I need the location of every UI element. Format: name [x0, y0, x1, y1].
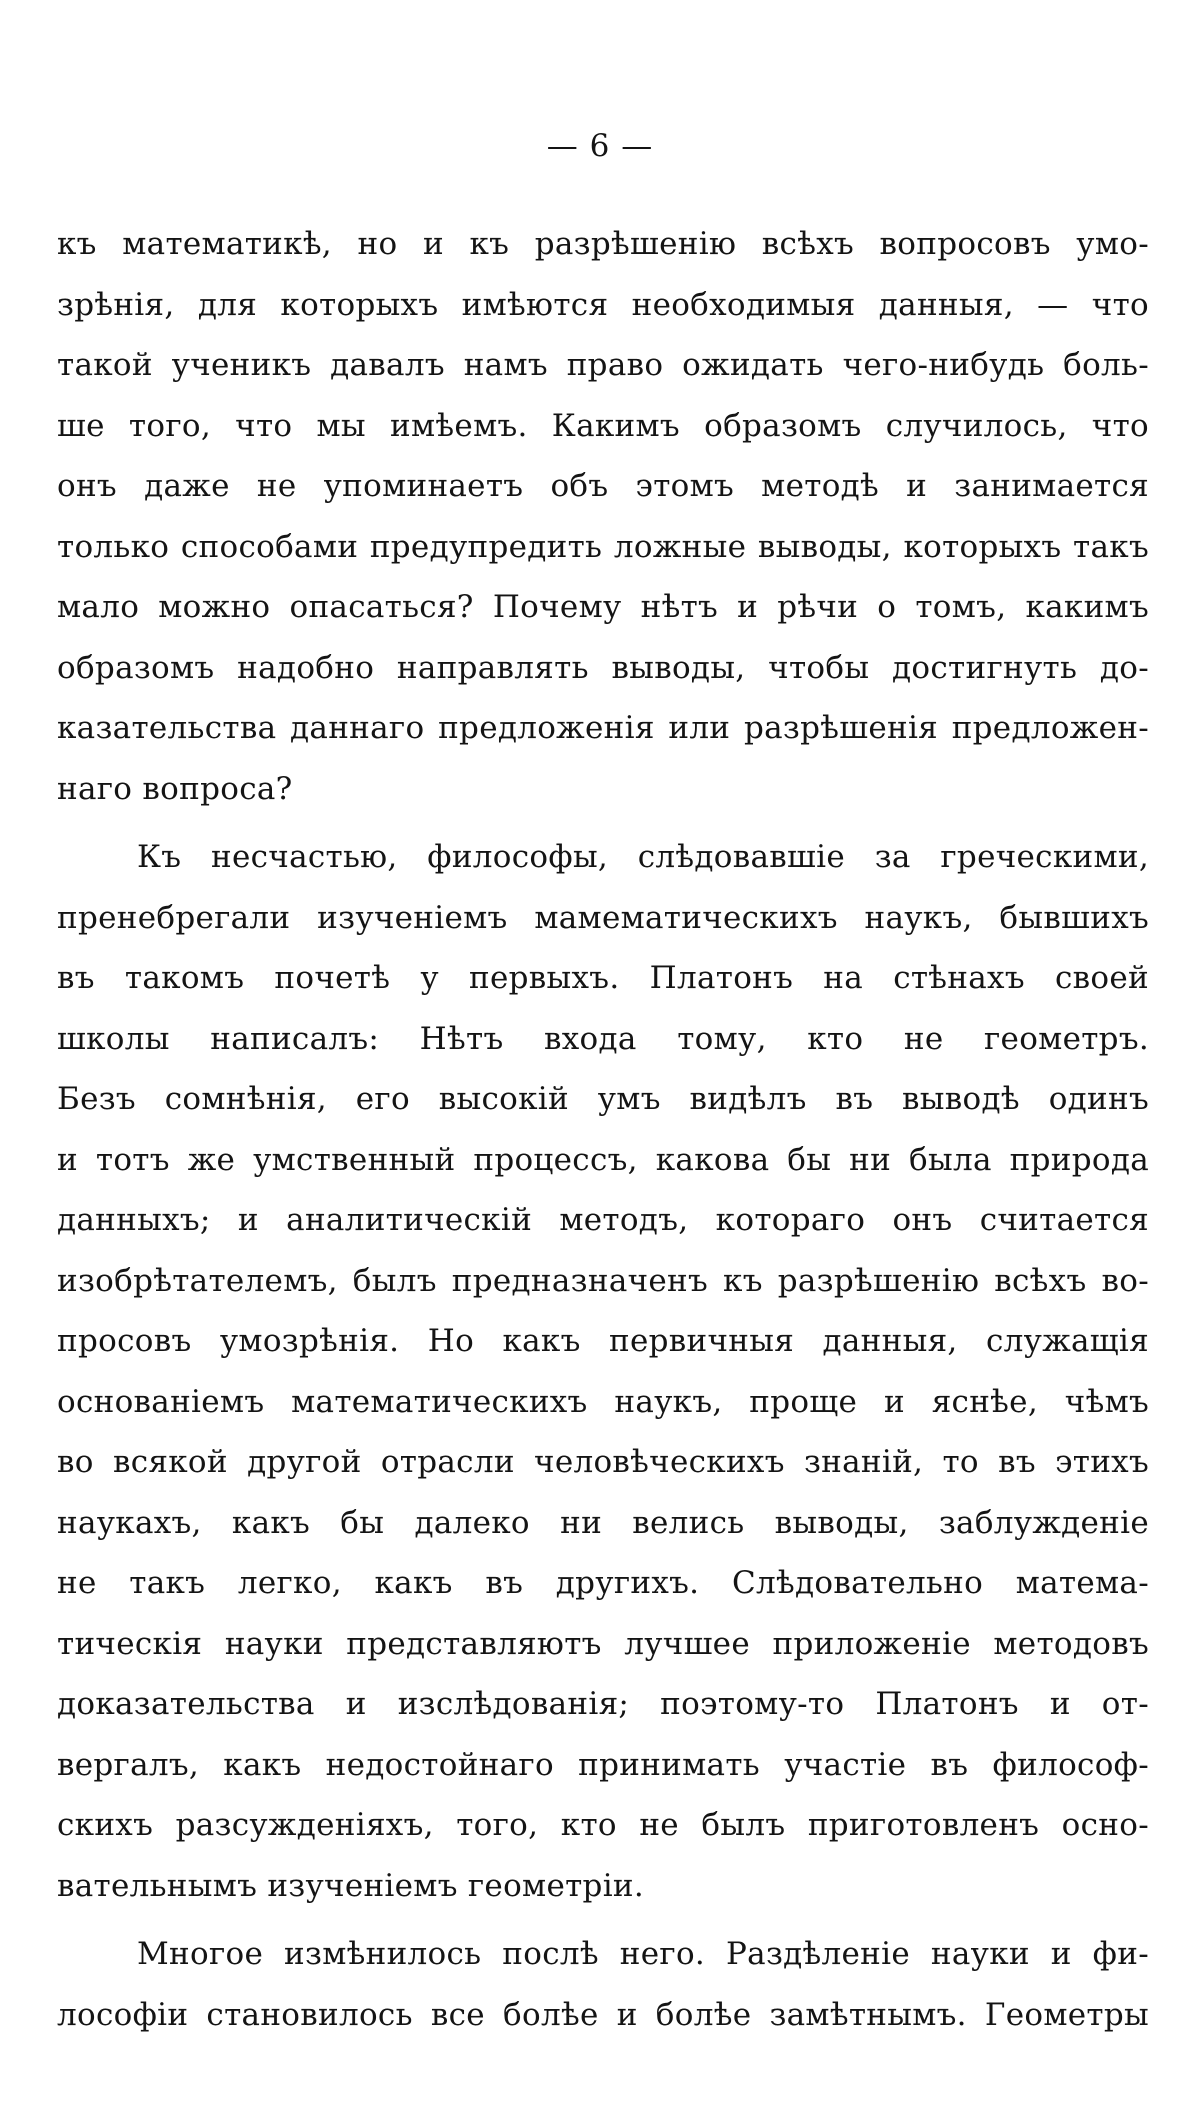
text-line: наукахъ, какъ бы далеко ни велись выводы, заблужденіе — [57, 1504, 1149, 1541]
paragraph — [57, 827, 1149, 1916]
text-line: во всякой другой отрасли человѣческихъ знаній, то въ этихъ — [57, 1444, 1149, 1480]
paragraph-gap — [57, 1916, 1149, 1924]
paragraph — [57, 214, 1149, 819]
text-line: не такъ легко, какъ въ другихъ. Слѣдовательно матема- — [57, 1565, 1149, 1601]
text-line: къ математикѣ, но и къ разрѣшенію всѣхъ вопросовъ умо- — [57, 226, 1149, 262]
text-line: данныхъ; и аналитическій методъ, котораго онъ считается — [57, 1202, 1149, 1238]
text-line: и тотъ же умственный процессъ, какова бы ни была природа — [57, 1141, 1149, 1178]
paragraph-gap — [57, 819, 1149, 827]
text-line: только способами предупредить ложные выводы, которыхъ такъ — [57, 528, 1149, 565]
text-line: ше того, что мы имѣемъ. Какимъ образомъ случилось, что — [57, 407, 1149, 444]
text-line: вергалъ, какъ недостойнаго принимать участіе въ философ- — [57, 1746, 1149, 1783]
body-text — [57, 214, 1149, 2045]
text-line: скихъ разсужденіяхъ, того, кто не былъ приготовленъ осно- — [57, 1807, 1149, 1843]
paragraph — [57, 1924, 1149, 2045]
text-line: вательнымъ изученіемъ геометріи. — [57, 1867, 645, 1904]
text-line: пренебрегали изученіемъ мамематическихъ наукъ, бывшихъ — [57, 899, 1149, 936]
text-line: Безъ сомнѣнія, его высокій умъ видѣлъ въ выводѣ одинъ — [57, 1081, 1149, 1117]
text-line: мало можно опасаться? Почему нѣтъ и рѣчи о томъ, какимъ — [57, 589, 1149, 625]
text-line: казательства даннаго предложенія или разрѣшенія предложен- — [57, 710, 1149, 746]
text-line: въ такомъ почетѣ у первыхъ. Платонъ на стѣнахъ своей — [57, 960, 1149, 996]
text-line: школы написалъ: Нѣтъ входа тому, кто не геометръ. — [57, 1020, 1149, 1057]
text-line: Къ несчастью, философы, слѣдовавшіе за греческими, — [137, 839, 1149, 875]
text-line: наго вопроса? — [57, 770, 293, 807]
text-line: такой ученикъ давалъ намъ право ожидать чего-нибудь боль- — [57, 347, 1149, 383]
text-line: просовъ умозрѣнія. Но какъ первичныя данныя, служащія — [57, 1323, 1149, 1359]
page-number: — 6 — — [546, 128, 654, 164]
text-line: образомъ надобно направлять выводы, чтобы достигнуть до- — [57, 649, 1149, 686]
text-line: зрѣнія, для которыхъ имѣются необходимыя данныя, — что — [57, 286, 1149, 323]
text-line: доказательства и изслѣдованія; поэтому-то Платонъ и от- — [57, 1686, 1149, 1722]
text-line: тическія науки представляютъ лучшее приложеніе методовъ — [57, 1625, 1149, 1662]
text-line: лософіи становилось все болѣе и болѣе замѣтнымъ. Геометры — [57, 1996, 1149, 2033]
text-line: Многое измѣнилось послѣ него. Раздѣленіе науки и фи- — [137, 1936, 1149, 1972]
text-line: онъ даже не упоминаетъ объ этомъ методѣ и занимается — [57, 468, 1149, 504]
text-line: изобрѣтателемъ, былъ предназначенъ къ разрѣшенію всѣхъ во- — [57, 1262, 1149, 1299]
text-line: основаніемъ математическихъ наукъ, проще и яснѣе, чѣмъ — [57, 1383, 1149, 1420]
